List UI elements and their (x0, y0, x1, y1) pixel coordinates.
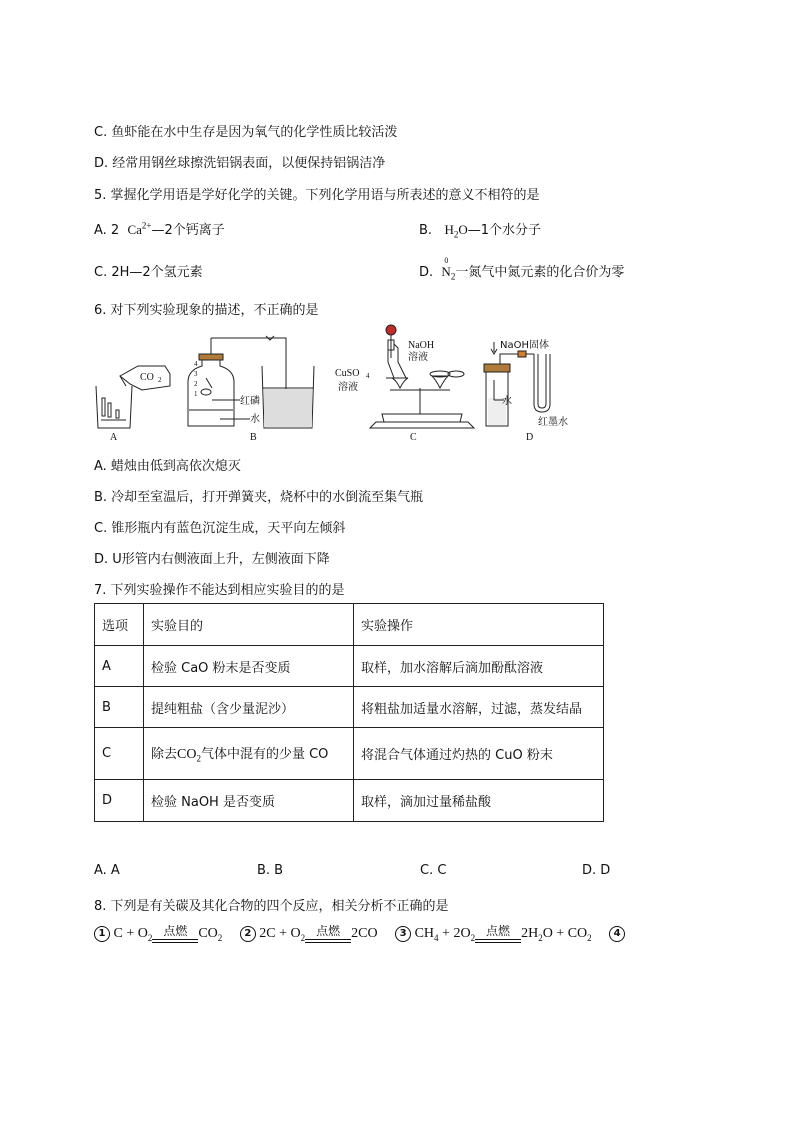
table-cell: C (95, 728, 144, 780)
q7-answer-b: B. B (257, 863, 284, 878)
q6-option-d: D. U形管内右侧液面上升，左侧液面下降 (94, 552, 330, 567)
figure-c-cuso4: CuSO (335, 368, 360, 379)
table-cell: 将混合气体通过灼热的 CuO 粉末 (354, 728, 604, 780)
figure-b (188, 336, 314, 443)
reaction-1-number: 1 (94, 926, 110, 942)
reaction-3: $CH_4 + 2O_2$ 点燃 $2H_2O + CO_2$ (414, 924, 592, 943)
svg-text:2: 2 (194, 380, 198, 388)
q7-answer-c: C. C (420, 863, 447, 878)
q5-option-c: C. 2H—2个氢元素 (94, 265, 203, 280)
reaction-1: $C + O_2$ 点燃 $CO_2$ (113, 924, 223, 943)
table-header-cell: 选项 (95, 604, 144, 646)
q6-option-a: A. 蜡烛由低到高依次熄灭 (94, 459, 241, 474)
table-cell: 检验 CaO 粉末是否变质 (144, 646, 354, 687)
figure-a-gas: CO (140, 372, 154, 383)
q4-option-c: C. 鱼虾能在水中生存是因为氧气的化学性质比较活泼 (94, 125, 398, 140)
table-header-row (95, 604, 604, 646)
table-header-cell: 实验目的 (144, 604, 354, 646)
q5-option-b: B. $H_2O—1$个水分子 (419, 222, 542, 240)
table-row (95, 687, 604, 728)
figure-b-label: B (250, 432, 257, 443)
q4-option-d: D. 经常用钢丝球擦洗铝锅表面，以便保持铝锅洁净 (94, 156, 386, 171)
q7-stem: 7. 下列实验操作不能达到相应实验目的的是 (94, 583, 345, 598)
q5-option-d: D. 0 $N_2$一氮气中氮元素的化合价为零 (419, 256, 625, 282)
reaction-4-number: 4 (609, 926, 625, 942)
reaction-2-number: 2 (240, 926, 256, 942)
figure-d-water: 水 (502, 396, 512, 407)
table-row (95, 728, 604, 780)
table-cell: 取样，滴加过量稀盐酸 (354, 780, 604, 822)
q6-option-b: B. 冷却至室温后，打开弹簧夹，烧杯中的水倒流至集气瓶 (94, 490, 424, 505)
table-cell: 将粗盐加适量水溶解，过滤，蒸发结晶 (354, 687, 604, 728)
table-cell: D (95, 780, 144, 822)
table-cell: A (95, 646, 144, 687)
figure-d-ink: 红墨水 (538, 417, 568, 428)
svg-text:溶液: 溶液 (338, 382, 358, 393)
table-cell: 检验 NaOH 是否变质 (144, 780, 354, 822)
q6-stem: 6. 对下列实验现象的描述，不正确的是 (94, 303, 319, 318)
table-cell: B (95, 687, 144, 728)
figure-d (484, 338, 568, 443)
table-row (95, 780, 604, 822)
figure-d-label: D (526, 432, 534, 443)
svg-text:4: 4 (194, 360, 198, 368)
figure-c-naoh: NaOH (408, 340, 435, 351)
svg-text:2: 2 (158, 376, 162, 384)
q6-figures (90, 318, 590, 450)
q5-stem: 5. 掌握化学用语是学好化学的关键。下列化学用语与所表述的意义不相符的是 (94, 188, 540, 203)
table-cell: 除去$CO_2$气体中混有的少量 CO (144, 728, 354, 780)
q7-table (94, 603, 604, 822)
svg-text:4: 4 (366, 372, 370, 380)
reaction-2: $2C + O_2$ 点燃 2CO (259, 924, 378, 943)
svg-text:1: 1 (194, 390, 198, 398)
svg-text:3: 3 (194, 370, 198, 378)
q6-option-c: C. 锥形瓶内有蓝色沉淀生成，天平向左倾斜 (94, 521, 346, 536)
table-cell: 提纯粗盐（含少量泥沙） (144, 687, 354, 728)
figure-b-phosphorus: 红磷 (240, 396, 260, 407)
figure-b-water: 水 (250, 414, 260, 425)
table-header-cell: 实验操作 (354, 604, 604, 646)
figure-c-label: C (410, 432, 417, 443)
q7-answer-d: D. D (582, 863, 611, 878)
figure-a-label: A (110, 432, 118, 443)
figure-d-naoh: NaOH固体 (500, 340, 549, 351)
q8-equations (94, 925, 625, 943)
svg-text:溶液: 溶液 (408, 352, 428, 363)
q7-answer-a: A. A (94, 863, 120, 878)
q8-stem: 8. 下列是有关碳及其化合物的四个反应，相关分析不正确的是 (94, 899, 449, 914)
q5-option-a: A. 2 $Ca^{2+}—2$个钙离子 (94, 220, 225, 238)
reaction-3-number: 3 (395, 926, 411, 942)
figure-c (335, 325, 474, 443)
figure-a (96, 366, 170, 443)
table-row (95, 646, 604, 687)
table-cell: 取样，加水溶解后滴加酚酞溶液 (354, 646, 604, 687)
